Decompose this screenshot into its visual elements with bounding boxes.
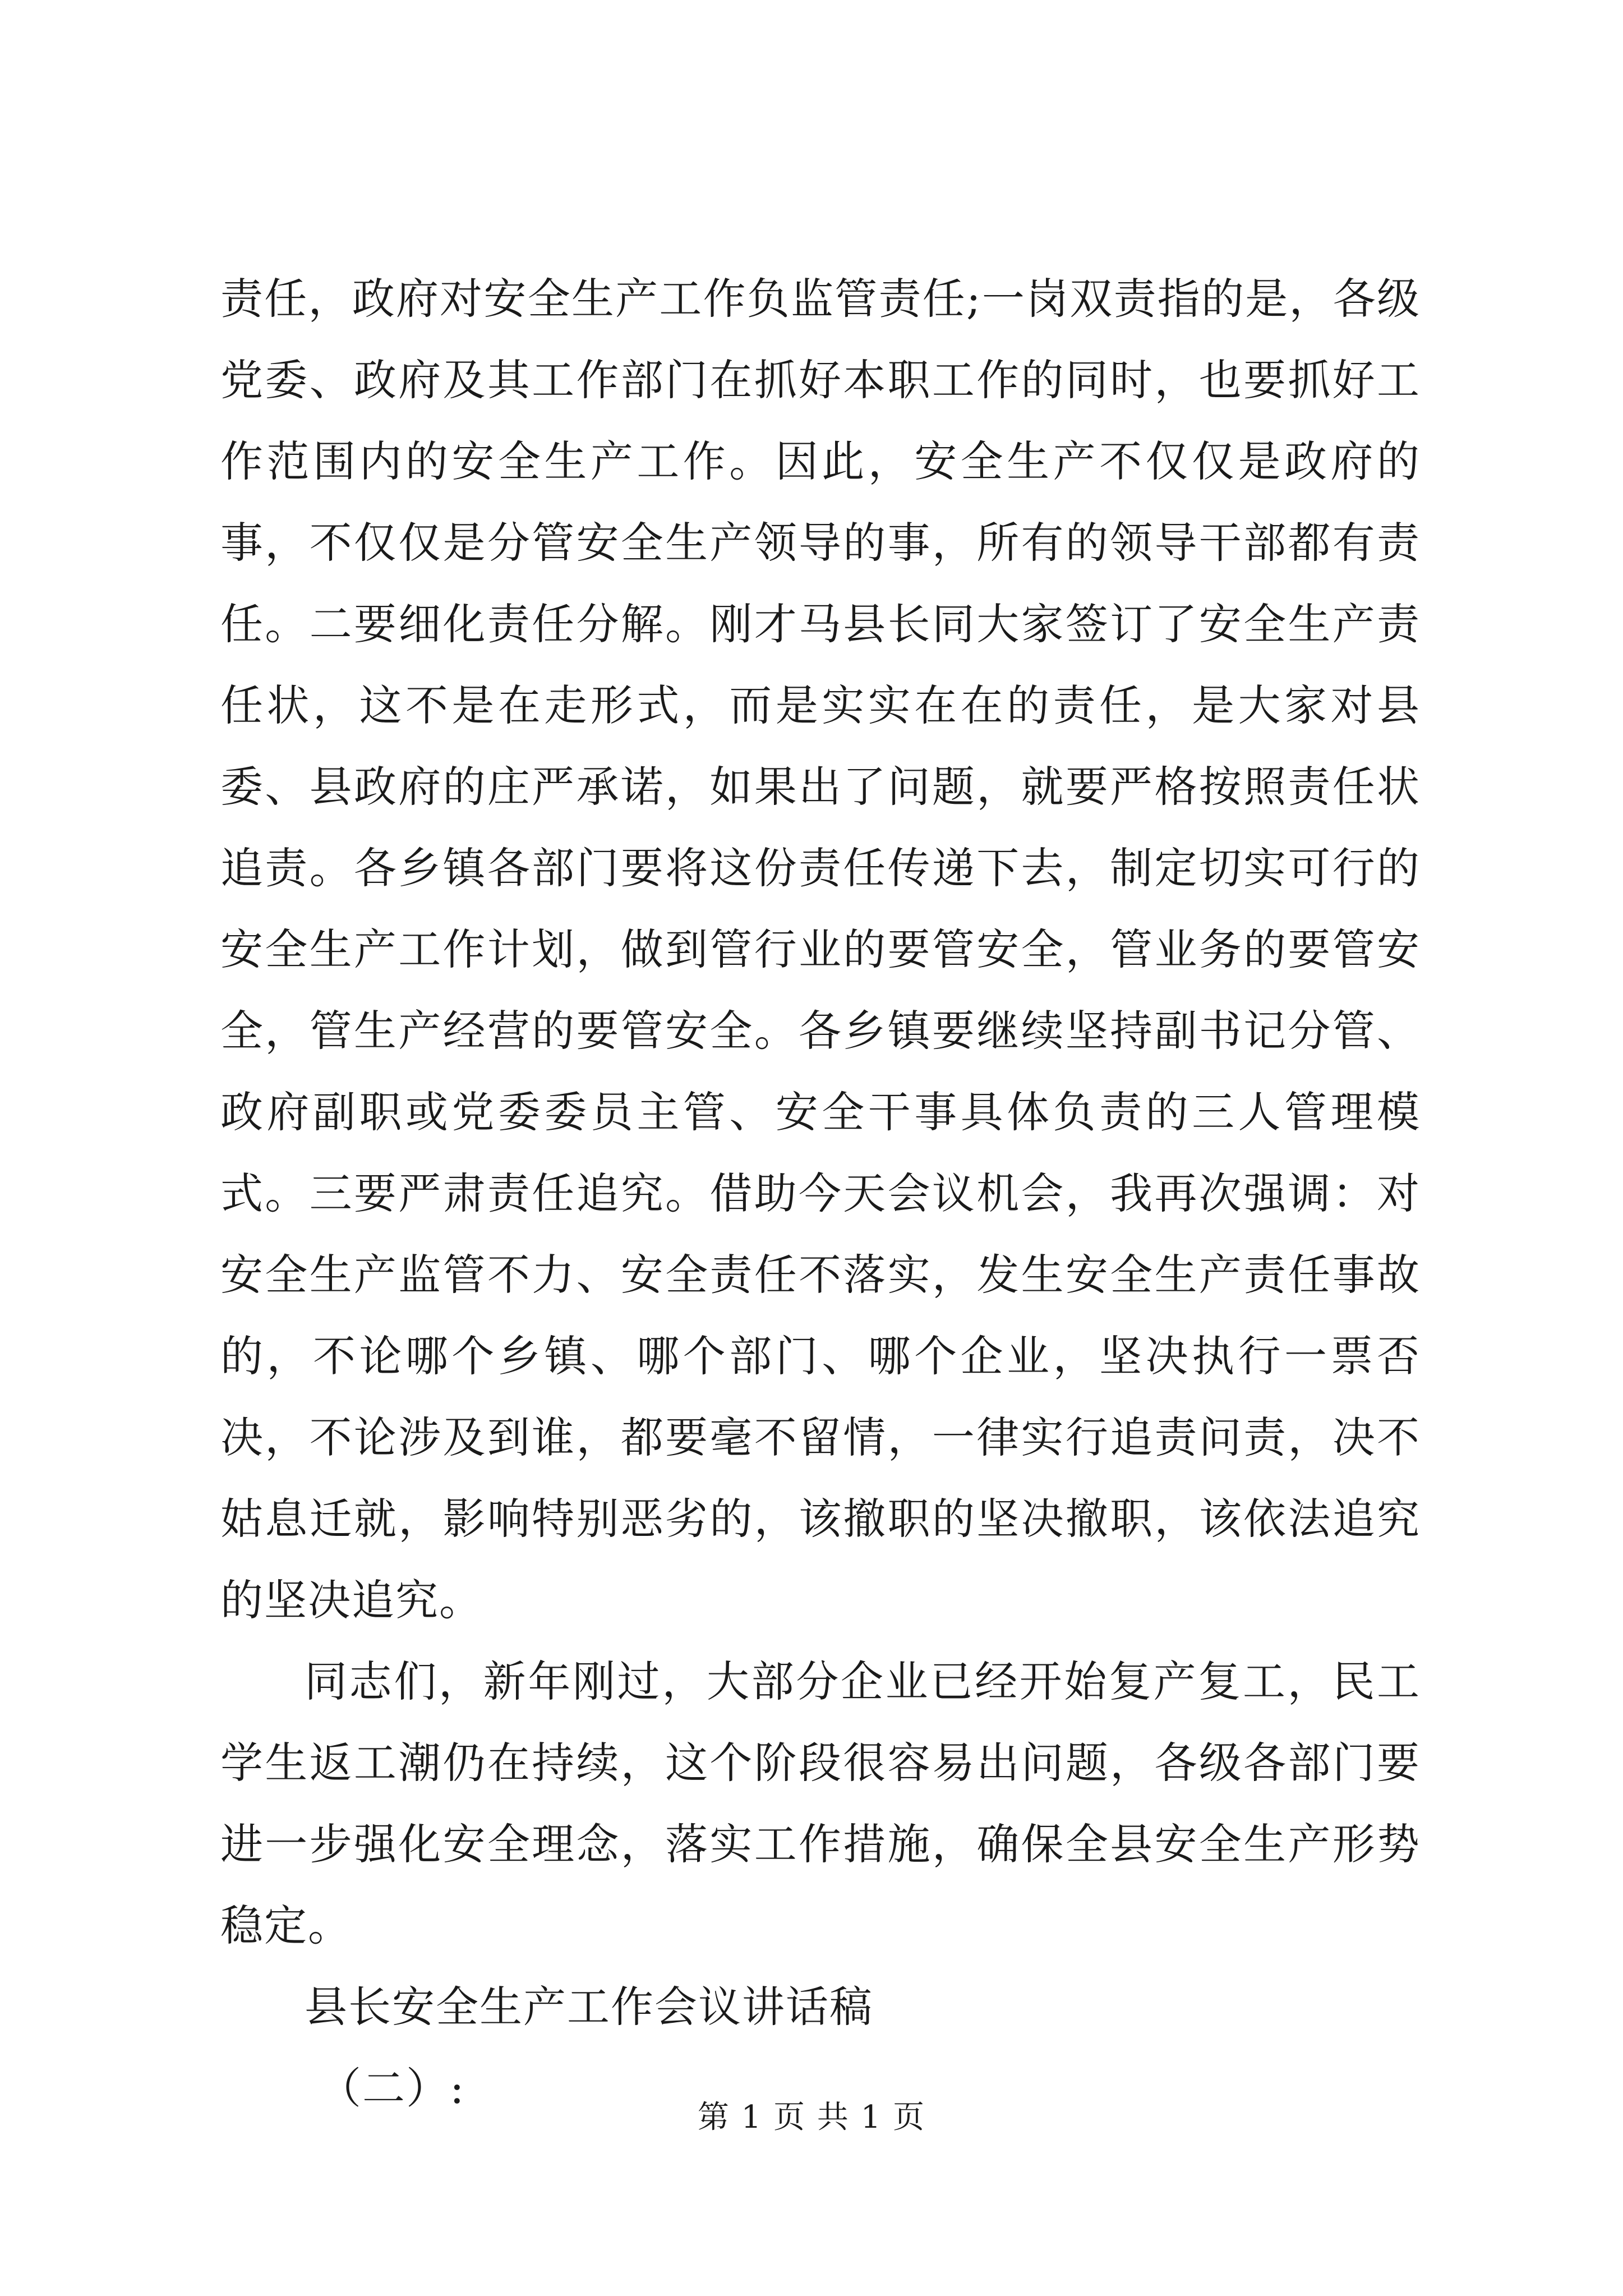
next-speech-title: 县长安全生产工作会议讲话稿 — [305, 1982, 873, 2032]
body-paragraph-2: 同志们，新年刚过，大部分企业已经开始复产复工，民工学生返工潮仍在持续，这个阶段很容易出问题，各级各部门要进一步强化安全理念，落实工作措施，确保全县安全生产形势稳定。 — [220, 1657, 1421, 1950]
document-body — [220, 258, 1421, 2129]
body-paragraph-1: 责任，政府对安全生产工作负监管责任;一岗双责指的是，各级党委、政府及其工作部门在抓好本职工作的同时，也要抓好工作范围内的安全生产工作。因此，安全生产不仅仅是政府的事，不仅仅是分管安全生产领导的事，所有的领导干部都有责任。二要细化责任分解。刚才马县长同大家签订了安全生产责任状，这不是在走形式，而是实实在在的责任，是大家对县委、县政府的庄严承诺，如果出了问题，就要严格按照责任状追责。各乡镇各部门要将这份责任传递下去，制定切实可行的安全生产工作计划，做到管行业的要管安全，管业务的要管安全，管生产经营的要管安全。各乡镇要继续坚持副书记分管、政府副职或党委委员主管、安全干事具体负责的三人管理模式。三要严肃责任追究。借助今天会议机会，我再次强调：对安全生产监管不力、安全责任不落实，发生安全生产责任事故的，不论哪个乡镇、哪个部门、哪个企业，坚决执行一票否决，不论涉及到谁，都要毫不留情，一律实行追责问责，决不姑息迁就，影响特别恶劣的，该撤职的坚决撤职，该依法追究的坚决追究。 — [220, 274, 1421, 1625]
page-footer: 第 1 页 共 1 页 — [697, 2099, 926, 2136]
next-speech-subtitle: （二）: — [319, 2063, 465, 2113]
